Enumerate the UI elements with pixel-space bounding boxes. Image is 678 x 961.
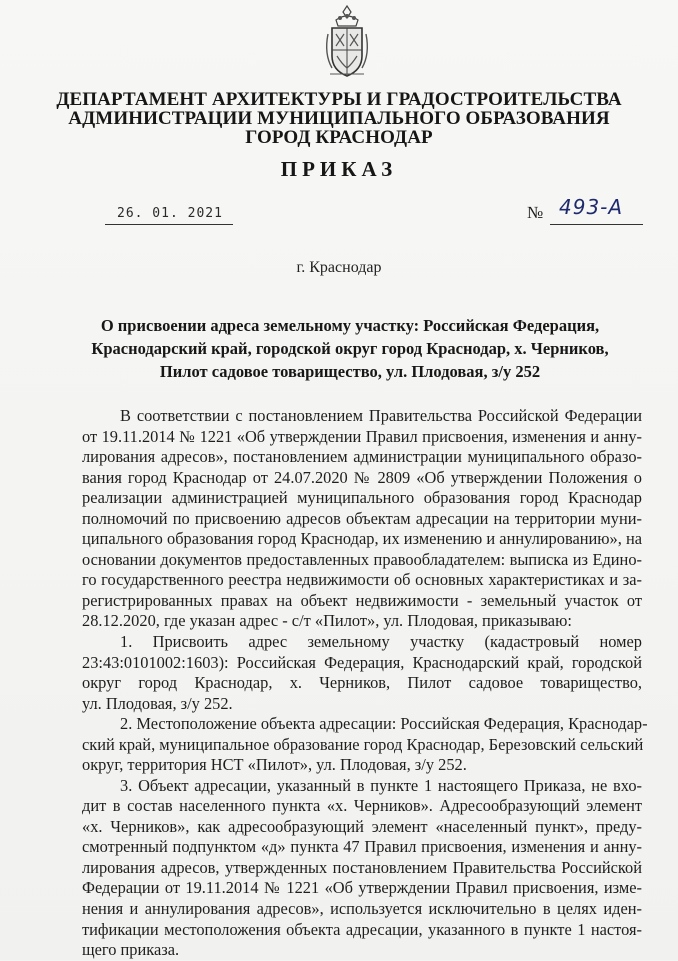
- body-line: реализации администрацией муниципального образования город Краснодар: [82, 488, 642, 508]
- order-number: 493-А: [559, 195, 624, 219]
- body-line: вания город Краснодар от 24.07.2020 № 2809 «Об утверждении Положения о: [82, 467, 642, 487]
- coat-of-arms-icon: [322, 4, 372, 82]
- department-title-line-3: ГОРОД КРАСНОДАР: [245, 127, 433, 148]
- body-line: тификации местоположения объекта адресации, указанного в пункте 1 настоя-: [82, 919, 642, 939]
- body-line: от 19.11.2014 № 1221 «Об утверждении Правил присвоения, изменения и анну-: [82, 426, 642, 446]
- body-line: лирования адресов», постановлением администрации муниципального образо-: [82, 447, 642, 467]
- subject-line-1: О присвоении адреса земельному участку: Российская Федерация,: [100, 316, 600, 335]
- body-line: лирования адресов, утвержденных постановлением Правительства Российской: [82, 857, 642, 877]
- date-underline: [105, 224, 233, 225]
- body-line: Федерации от 19.11.2014 № 1221 «Об утверждении Правил присвоения, изме-: [82, 878, 642, 898]
- number-underline: [550, 224, 643, 225]
- body-line: смотренный подпунктом «д» пункта 47 Правил присвоения, изменения и анну-: [82, 837, 642, 857]
- department-title-line-1: ДЕПАРТАМЕНТ АРХИТЕКТУРЫ И ГРАДОСТРОИТЕЛЬСТВА: [56, 89, 622, 110]
- order-title: ПРИКАЗ: [280, 157, 398, 181]
- body-line: 3. Объект адресации, указанный в пункте 1 настоящего Приказа, не вхо-: [120, 775, 642, 795]
- body-line: щего приказа.: [82, 940, 180, 959]
- body-line: ул. Плодовая, з/у 252.: [82, 693, 233, 713]
- body-line: 2. Местоположение объекта адресации: Российская Федерация, Краснодар-: [120, 714, 648, 734]
- body-line: полномочий по присвоению адресов объектам адресации на территории муни-: [82, 508, 642, 528]
- body-line: ципального образования город Краснодар, их изменению и аннулированию», на: [82, 529, 642, 549]
- body-line: 23:43:0101002:1603): Российская Федерация, Краснодарский край, городской: [82, 652, 642, 672]
- body-line: В соответствии с постановлением Правительства Российской Федерации: [120, 406, 642, 425]
- number-sign: №: [527, 203, 544, 222]
- body-line: дит в состав населенного пункта «х. Черников». Адресообразующий элемент: [82, 796, 642, 816]
- body-line: округ город Краснодар, х. Черников, Пилот садовое товарищество,: [82, 673, 642, 692]
- order-subject: [90, 314, 610, 383]
- body-line: «х. Черников», как адресообразующий элемент «населенный пункт», преду-: [82, 816, 642, 836]
- body-line: округ, территория НСТ «Пилот», ул. Плодовая, з/у 252.: [82, 755, 467, 775]
- body-line: нения и аннулирования адресов», используется исключительно в целях иден-: [82, 898, 642, 918]
- body-line: 28.12.2020, где указан адрес - с/т «Пилот», ул. Плодовая, приказываю:: [82, 611, 572, 631]
- order-date: 26. 01. 2021: [117, 206, 223, 221]
- subject-line-3: Пилот садовое товарищество, ул. Плодовая, з/у 252: [159, 362, 541, 381]
- body-line: го государственного реестра недвижимости об основных характеристиках и за-: [82, 570, 642, 590]
- body-line: 1. Присвоить адрес земельному участку (кадастровый номер: [120, 631, 642, 651]
- body-line: основании документов предоставленных правообладателем: выписка из Едино-: [82, 549, 642, 569]
- body-line: регистрированных правах на объект недвижимости - земельный участок от: [82, 590, 642, 610]
- city-name: г. Краснодар: [296, 259, 382, 276]
- subject-line-2: Краснодарский край, городской округ город Краснодар, х. Черников,: [91, 339, 609, 358]
- department-title-line-2: АДМИНИСТРАЦИИ МУНИЦИПАЛЬНОГО ОБРАЗОВАНИЯ: [68, 108, 610, 129]
- body-line: ский край, муниципальное образование город Краснодар, Березовский сельский: [82, 734, 644, 754]
